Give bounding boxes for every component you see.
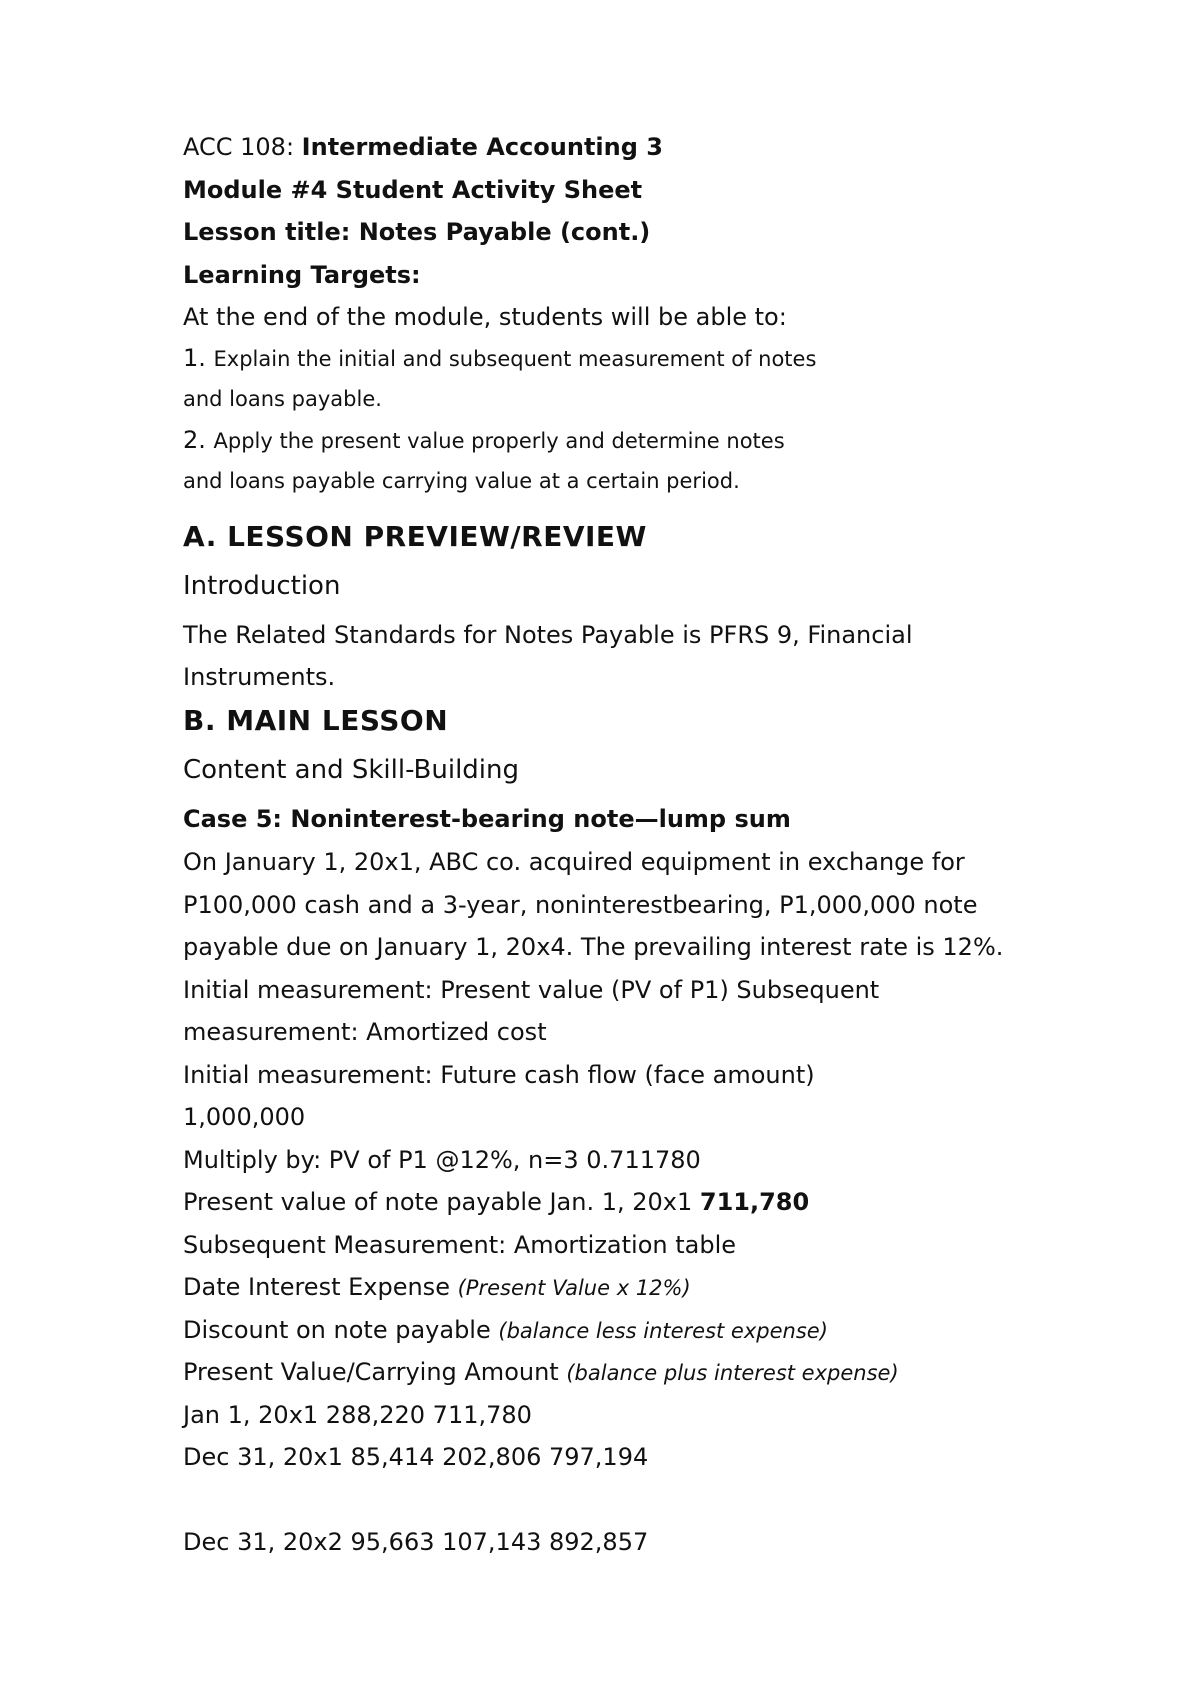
paragraph-line: measurement: Amortized cost <box>183 1018 547 1046</box>
present-value-label: Present value of note payable Jan. 1, 20x1 <box>183 1188 700 1216</box>
column-label: Present Value/Carrying Amount <box>183 1358 567 1386</box>
amortization-row: Dec 31, 20x1 85,414 202,806 797,194 <box>183 1443 649 1471</box>
column-note: (balance plus interest expense) <box>566 1361 899 1385</box>
module-title: Module #4 Student Activity Sheet <box>183 176 643 204</box>
amortization-row: Dec 31, 20x2 95,663 107,143 892,857 <box>183 1528 649 1556</box>
target-1-line-1 <box>183 343 816 374</box>
target-2-number: 2. <box>183 426 214 454</box>
learning-targets-heading: Learning Targets: <box>183 261 421 289</box>
column-note: (Present Value x 12%) <box>457 1276 691 1300</box>
amortization-row: Jan 1, 20x1 288,220 711,780 <box>183 1401 532 1429</box>
paragraph-line: P100,000 cash and a 3-year, noninterestbearing, P1,000,000 note <box>183 891 978 919</box>
column-label: Discount on note payable <box>183 1316 499 1344</box>
course-code: ACC 108: <box>183 133 302 161</box>
paragraph-line: The Related Standards for Notes Payable is PFRS 9, Financial <box>183 621 913 649</box>
target-1-number: 1. <box>183 344 214 372</box>
section-b-heading: B. MAIN LESSON <box>183 704 449 737</box>
column-description <box>183 1357 899 1388</box>
paragraph-line: Multiply by: PV of P1 @12%, n=3 0.711780 <box>183 1146 701 1174</box>
target-1-line-2: and loans payable. <box>183 387 382 411</box>
section-a-heading: A. LESSON PREVIEW/REVIEW <box>183 520 647 553</box>
target-1-text: Explain the initial and subsequent measurement of notes <box>213 347 817 371</box>
learning-targets-intro: At the end of the module, students will be able to: <box>183 303 787 331</box>
section-b-subheading: Content and Skill-Building <box>183 755 520 785</box>
case-title: Case 5: Noninterest-bearing note—lump sum <box>183 805 791 833</box>
target-2-text: Apply the present value properly and determine notes <box>213 429 785 453</box>
column-description <box>183 1272 691 1303</box>
lesson-title: Lesson title: Notes Payable (cont.) <box>183 218 651 246</box>
column-note: (balance less interest expense) <box>498 1319 828 1343</box>
paragraph-line: Instruments. <box>183 663 336 691</box>
paragraph-line: 1,000,000 <box>183 1103 306 1131</box>
course-line <box>183 132 663 162</box>
column-label: Date Interest Expense <box>183 1273 458 1301</box>
column-description <box>183 1315 828 1346</box>
course-title: Intermediate Accounting 3 <box>301 133 663 161</box>
target-2-line-2: and loans payable carrying value at a certain period. <box>183 469 740 493</box>
target-2-line-1 <box>183 425 785 456</box>
paragraph-line: payable due on January 1, 20x4. The prevailing interest rate is 12%. <box>183 933 1004 961</box>
present-value-line <box>183 1187 809 1217</box>
paragraph-line: Initial measurement: Future cash flow (face amount) <box>183 1061 815 1089</box>
section-a-subheading: Introduction <box>183 571 341 601</box>
present-value-amount: 711,780 <box>699 1188 810 1216</box>
paragraph-line: Initial measurement: Present value (PV of P1) Subsequent <box>183 976 880 1004</box>
paragraph-line: On January 1, 20x1, ABC co. acquired equipment in exchange for <box>183 848 965 876</box>
amortization-heading: Subsequent Measurement: Amortization table <box>183 1231 737 1259</box>
